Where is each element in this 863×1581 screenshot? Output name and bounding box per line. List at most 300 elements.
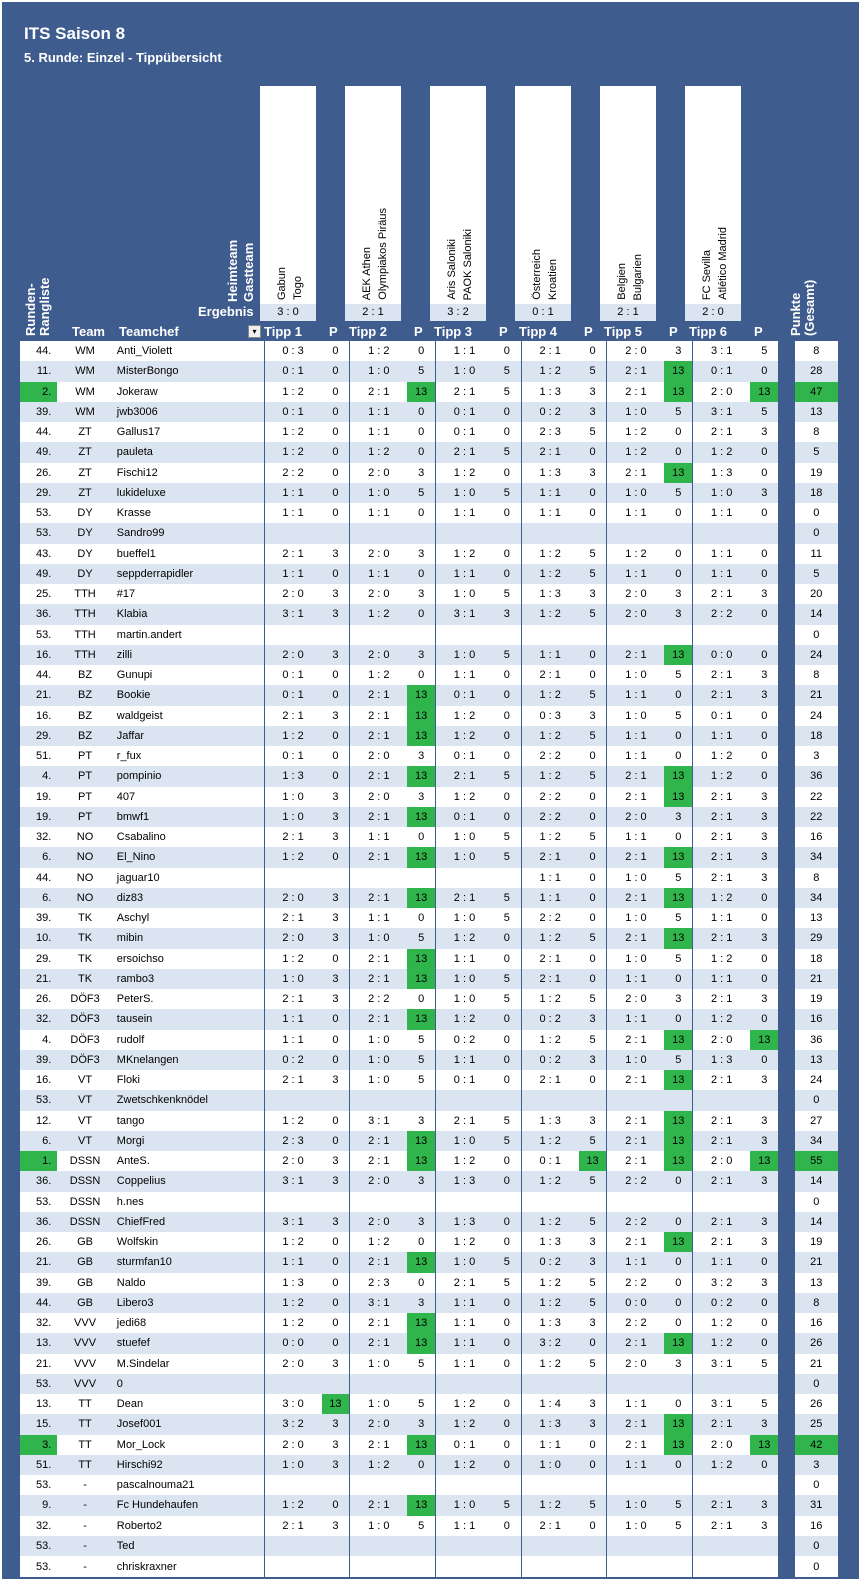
points-cell: 3: [750, 1212, 778, 1232]
teamchef-cell[interactable]: ersoichso: [116, 952, 164, 965]
team-cell: VT: [57, 1090, 112, 1110]
points-cell: 13: [750, 1151, 778, 1171]
tipp-cell: 2 : 0: [693, 1151, 750, 1171]
teamchef-cell[interactable]: M.Sindelar: [116, 1357, 170, 1370]
tipp-cell: 2 : 0: [693, 1435, 750, 1455]
teamchef-cell[interactable]: sturmfan10: [113, 1252, 264, 1272]
points-cell: 0: [761, 1317, 768, 1330]
tipp-cell: 1 : 1: [693, 726, 750, 746]
points-cell: 5: [503, 385, 510, 398]
tipp-cell: 1 : 1: [264, 564, 321, 584]
points-cell: 3: [322, 1414, 350, 1434]
team-cell: BZ: [57, 685, 112, 705]
teamchef-cell[interactable]: Hirschi92: [113, 1455, 264, 1475]
teamchef-cell[interactable]: jwb3006: [113, 402, 264, 422]
tipp-cell: 1 : 1: [350, 503, 407, 523]
tipp-cell: 1 : 1: [436, 1313, 493, 1333]
spacer-cell: [778, 1455, 794, 1475]
tipp-cell: [436, 1536, 493, 1556]
tipp-cell: 2 : 1: [350, 969, 407, 989]
total-points-cell: 22: [795, 807, 839, 827]
table-row: [20, 523, 838, 543]
spacer-cell: [778, 1070, 794, 1090]
points-cell: 0: [675, 1276, 682, 1289]
total-points-cell: 16: [810, 1519, 823, 1532]
points-cell: 0: [589, 912, 596, 925]
points-cell: 5: [589, 1033, 596, 1046]
teamchef-cell[interactable]: Floki: [116, 1074, 141, 1087]
spacer-cell: [778, 746, 794, 766]
teamchef-cell[interactable]: pompinio: [113, 766, 264, 786]
team-cell: DÖF3: [70, 993, 100, 1006]
tipp-cell: 0 : 2: [264, 1050, 321, 1070]
tipp-cell: 3 : 1: [693, 341, 750, 361]
tipp-cell: 1 : 2: [521, 1030, 578, 1050]
tipp-cell: 1 : 3: [693, 1050, 750, 1070]
tipp-cell: 1 : 2: [607, 442, 664, 462]
tipp-cell: 2 : 2: [607, 1212, 664, 1232]
points-cell: [664, 1374, 692, 1394]
tipp-cell: 3 : 1: [693, 1394, 750, 1414]
teamchef-cell[interactable]: Roberto2: [116, 1519, 163, 1532]
tipp-cell: 1 : 2: [521, 544, 578, 564]
teamchef-header[interactable]: Teamchef: [119, 324, 179, 339]
total-points-cell: 26: [810, 1398, 823, 1411]
tipp-cell: 2 : 1: [693, 787, 750, 807]
tipp-cell: 1 : 0: [607, 402, 664, 422]
total-points-cell: 20: [810, 588, 823, 601]
points-cell: 0: [750, 888, 778, 908]
spacer-cell: [778, 1556, 794, 1577]
table-row: [20, 1009, 838, 1029]
tipp-cell: 2 : 1: [264, 827, 321, 847]
match-header-2: [345, 86, 401, 304]
teamchef-cell[interactable]: Csabalino: [116, 831, 166, 844]
rank-cell: 32.: [36, 831, 52, 844]
tipp-cell: 1 : 4: [521, 1394, 578, 1414]
teamchef-cell[interactable]: Fc Hundehaufen: [113, 1495, 264, 1515]
match-result-4: 0 : 1: [515, 304, 571, 321]
points-cell: 5: [493, 645, 521, 665]
points-cell: 0: [332, 669, 339, 682]
tipp-cell: 1 : 0: [436, 908, 493, 928]
points-cell: 5: [675, 952, 682, 965]
total-points-cell: 18: [795, 483, 839, 503]
points-cell: 13: [750, 382, 778, 402]
points-cell: 0: [589, 1438, 596, 1451]
table-row: [20, 1111, 838, 1131]
tipp-cell: 1 : 3: [436, 1212, 493, 1232]
points-cell: [407, 1192, 435, 1212]
teamchef-cell[interactable]: Gallus17: [116, 426, 161, 439]
tipp-cell: 1 : 1: [436, 1293, 493, 1313]
table-row: [20, 847, 838, 867]
points-cell: 13: [664, 1131, 692, 1151]
teamchef-cell[interactable]: AnteS.: [116, 1155, 150, 1168]
rank-cell: 19.: [36, 790, 52, 803]
table-row: [20, 463, 838, 483]
teamchef-cell[interactable]: MisterBongo: [113, 361, 264, 381]
points-cell: 13: [407, 1333, 435, 1353]
tipp-cell: [521, 625, 578, 645]
points-cell: 3: [750, 1171, 778, 1191]
tipp-cell: 1 : 2: [521, 726, 578, 746]
tipp-cell: 1 : 0: [350, 1030, 407, 1050]
tipp-cell: 2 : 3: [350, 1273, 407, 1293]
tipp-cell: 2 : 0: [607, 1354, 664, 1374]
points-cell: 3: [332, 1519, 339, 1532]
tipp-cell: 1 : 0: [607, 1050, 664, 1070]
total-points-cell: 24: [810, 709, 823, 722]
tipp-cell: 1 : 2: [693, 746, 750, 766]
tipp-cell: 2 : 1: [350, 1252, 407, 1272]
points-cell: 0: [322, 1333, 350, 1353]
home-team-name: Aris Saloniki: [446, 239, 458, 300]
points-cell: 0: [675, 1398, 682, 1411]
tipp-cell: 2 : 1: [693, 665, 750, 685]
points-cell: 0: [750, 1050, 778, 1070]
table-row: [20, 1212, 838, 1232]
tipp-header-1: Tipp 1: [264, 324, 303, 339]
points-cell: 5: [493, 1252, 521, 1272]
teamchef-cell[interactable]: Jokeraw: [116, 385, 158, 398]
teamchef-cell[interactable]: Mor_Lock: [116, 1438, 166, 1451]
points-cell: [322, 1374, 350, 1394]
table-row: [20, 1516, 838, 1536]
points-cell: 0: [322, 483, 350, 503]
points-cell: [407, 1374, 435, 1394]
points-cell: 3: [761, 831, 768, 844]
tipp-cell: 0 : 2: [521, 1050, 578, 1070]
rank-cell: 21.: [20, 685, 57, 705]
points-cell: 5: [675, 1519, 682, 1532]
tipp-cell: 0 : 1: [693, 361, 750, 381]
team-cell: GB: [57, 1252, 112, 1272]
tipp-cell: 1 : 2: [521, 564, 578, 584]
points-cell: 13: [579, 1151, 607, 1171]
tipp-cell: 1 : 2: [693, 1009, 750, 1029]
points-cell: 3: [761, 1519, 768, 1532]
points-cell: 0: [589, 871, 596, 884]
total-points-cell: 8: [813, 871, 820, 884]
dropdown-filter-icon[interactable]: ▾: [248, 325, 261, 338]
points-cell: 3: [332, 993, 339, 1006]
tipp-cell: 1 : 0: [436, 1495, 493, 1515]
tipp-cell: 1 : 2: [350, 341, 407, 361]
team-cell: GB: [77, 1276, 93, 1289]
tipp-cell: 3 : 1: [693, 1354, 750, 1374]
points-cell: 5: [589, 1357, 596, 1370]
teamchef-cell[interactable]: Morgi: [113, 1131, 264, 1151]
tipp-cell: 1 : 2: [436, 1414, 493, 1434]
tipp-cell: [350, 523, 407, 543]
teamchef-cell[interactable]: PeterS.: [116, 993, 154, 1006]
spacer-cell: [778, 645, 794, 665]
tipp-cell: 3 : 1: [693, 402, 750, 422]
points-cell: 0: [332, 1236, 339, 1249]
teamchef-cell[interactable]: r_fux: [116, 750, 142, 763]
tipp-cell: 0 : 3: [264, 341, 321, 361]
team-cell: ZT: [78, 426, 92, 439]
teamchef-cell[interactable]: Anti_Violett: [116, 345, 173, 358]
tipp-cell: 1 : 1: [693, 503, 750, 523]
teamchef-cell[interactable]: Aschyl: [116, 912, 150, 925]
tipp-cell: 1 : 1: [607, 1394, 664, 1414]
points-cell: 13: [664, 1435, 692, 1455]
tipp-cell: 1 : 0: [350, 483, 407, 503]
spacer-cell: [778, 402, 794, 422]
spacer-cell: [778, 523, 794, 543]
teamchef-cell[interactable]: mibin: [113, 928, 264, 948]
spacer-cell: [778, 564, 794, 584]
tipp-cell: 2 : 2: [693, 604, 750, 624]
teamchef-cell[interactable]: Fischi12: [116, 466, 158, 479]
points-cell: 3: [589, 588, 596, 601]
teamchef-cell[interactable]: jaguar10: [116, 871, 160, 884]
points-cell: 5: [589, 831, 596, 844]
spacer-cell: [778, 989, 794, 1009]
points-cell: 0: [407, 442, 435, 462]
points-cell: 0: [322, 1009, 350, 1029]
tipp-cell: 1 : 2: [521, 766, 578, 786]
total-points-cell: 5: [795, 442, 839, 462]
points-cell: 5: [589, 547, 596, 560]
teamchef-cell[interactable]: pascalnouma21: [116, 1479, 195, 1492]
teamchef-cell[interactable]: Zwetschkenknödel: [113, 1090, 264, 1110]
teamchef-cell[interactable]: martin.andert: [116, 628, 182, 641]
points-cell: 3: [664, 604, 692, 624]
teamchef-cell[interactable]: Libero3: [113, 1293, 264, 1313]
teamchef-cell[interactable]: El_Nino: [113, 847, 264, 867]
points-cell: [664, 1556, 692, 1577]
teamchef-cell[interactable]: stuefef: [113, 1333, 264, 1353]
teamchef-cell[interactable]: Sandro99: [113, 523, 264, 543]
table-row: [20, 564, 838, 584]
tipp-cell: 0 : 1: [436, 422, 493, 442]
tipp-cell: 1 : 2: [264, 1293, 321, 1313]
tipp-header-4: Tipp 4: [519, 324, 558, 339]
teamchef-cell[interactable]: seppderrapidler: [113, 564, 264, 584]
tipp-cell: 2 : 1: [693, 1414, 750, 1434]
teamchef-cell[interactable]: jedi68: [116, 1317, 147, 1330]
points-cell: 13: [664, 1030, 692, 1050]
table-row: [20, 1090, 838, 1110]
points-cell: [322, 625, 350, 645]
total-points-cell: 42: [795, 1435, 839, 1455]
points-cell: 0: [503, 1398, 510, 1411]
tipp-cell: 1 : 3: [521, 584, 578, 604]
teamchef-cell[interactable]: tango: [116, 1114, 145, 1127]
team-cell: -: [83, 1519, 87, 1532]
teamchef-cell[interactable]: Josef001: [113, 1414, 264, 1434]
points-cell: 0: [750, 1252, 778, 1272]
match-header-6: [685, 86, 741, 304]
points-cell: 0: [664, 726, 692, 746]
team-cell: DSSN: [69, 1155, 101, 1168]
points-cell: 3: [322, 888, 350, 908]
teamchef-cell[interactable]: h.nes: [116, 1195, 144, 1208]
team-cell: WM: [75, 345, 95, 358]
tipp-cell: 2 : 0: [350, 1414, 407, 1434]
teamchef-cell[interactable]: Bookie: [113, 685, 264, 705]
teamchef-cell[interactable]: pauleta: [113, 442, 264, 462]
tipp-cell: [350, 1475, 407, 1495]
teamchef-cell[interactable]: Naldo: [116, 1276, 146, 1289]
tipp-cell: 2 : 1: [264, 1516, 321, 1536]
tipp-cell: 0 : 1: [436, 746, 493, 766]
team-cell: WM: [75, 385, 95, 398]
tipp-cell: 1 : 2: [521, 1293, 578, 1313]
tipp-cell: 1 : 2: [693, 949, 750, 969]
tipp-cell: 1 : 2: [436, 1455, 493, 1475]
tipp-cell: 1 : 2: [521, 1495, 578, 1515]
points-cell: 3: [579, 1050, 607, 1070]
points-cell: 0: [589, 790, 596, 803]
teamchef-cell[interactable]: 407: [116, 790, 136, 803]
teamchef-cell[interactable]: chriskraxner: [116, 1560, 177, 1573]
table-row: [20, 928, 838, 948]
spacer-cell: [778, 1475, 794, 1495]
teamchef-cell[interactable]: diz83: [113, 888, 264, 908]
tipp-cell: 0 : 2: [521, 402, 578, 422]
teamchef-cell[interactable]: lukideluxe: [113, 483, 264, 503]
points-cell: 0: [503, 1317, 510, 1330]
points-cell: 13: [664, 928, 692, 948]
points-cell: 5: [503, 588, 510, 601]
tipp-cell: 1 : 1: [607, 1009, 664, 1029]
teamchef-cell[interactable]: MKnelangen: [113, 1050, 264, 1070]
tipp-cell: 2 : 1: [693, 1516, 750, 1536]
tipp-cell: 3 : 2: [264, 1414, 321, 1434]
tipp-cell: 1 : 2: [264, 726, 321, 746]
teamchef-cell[interactable]: ChiefFred: [113, 1212, 264, 1232]
tipp-cell: 2 : 1: [607, 382, 664, 402]
points-cell: 0: [322, 442, 350, 462]
tipp-cell: 1 : 2: [436, 1232, 493, 1252]
table-row: [20, 382, 838, 402]
teamchef-cell[interactable]: Coppelius: [113, 1171, 264, 1191]
tipp-cell: 2 : 1: [607, 787, 664, 807]
team-cell: TT: [78, 1438, 92, 1451]
total-points-cell: 21: [795, 1252, 839, 1272]
points-cell: 3: [675, 345, 682, 358]
total-points-cell: 0: [795, 523, 839, 543]
team-cell: WM: [57, 402, 112, 422]
points-cell: 0: [418, 507, 425, 520]
total-points-cell: 28: [795, 361, 839, 381]
tipp-cell: 1 : 0: [607, 665, 664, 685]
teamchef-cell[interactable]: Krasse: [116, 507, 152, 520]
teamchef-cell[interactable]: bmwf1: [113, 807, 264, 827]
rank-cell: 16.: [36, 709, 52, 722]
teamchef-cell[interactable]: zilli: [113, 645, 264, 665]
points-cell: 3: [761, 993, 768, 1006]
points-cell: 0: [664, 1293, 692, 1313]
tipp-cell: 2 : 1: [350, 766, 407, 786]
tipp-cell: 1 : 2: [521, 1212, 578, 1232]
team-cell: TK: [57, 969, 112, 989]
spacer-cell: [778, 1252, 794, 1272]
points-cell: 0: [503, 952, 510, 965]
teamchef-cell[interactable]: Ted: [113, 1536, 264, 1556]
tipp-cell: 3 : 0: [264, 1394, 321, 1414]
total-points-cell: 24: [795, 645, 839, 665]
teamchef-cell[interactable]: #17: [116, 588, 136, 601]
points-cell: 0: [761, 547, 768, 560]
points-cell: 3: [750, 483, 778, 503]
teamchef-cell[interactable]: Jaffar: [113, 726, 264, 746]
table-row: [20, 1374, 838, 1394]
total-points-cell: 34: [795, 888, 839, 908]
teamchef-cell[interactable]: Gunupi: [116, 669, 153, 682]
spacer-cell: [778, 665, 794, 685]
points-cell: [750, 625, 778, 645]
points-cell: [579, 523, 607, 543]
rank-cell: 29.: [36, 952, 52, 965]
points-cell: 0: [407, 564, 435, 584]
points-cell: [493, 523, 521, 543]
match-header-5: [600, 86, 656, 304]
teamchef-cell[interactable]: tausein: [113, 1009, 264, 1029]
team-cell: DY: [77, 507, 93, 520]
points-cell: 0: [493, 1009, 521, 1029]
tipp-cell: 2 : 1: [264, 1070, 321, 1090]
teamchef-cell[interactable]: 0: [113, 1374, 264, 1394]
team-cell: VVV: [57, 1374, 112, 1394]
tipp-cell: 0 : 1: [264, 685, 321, 705]
points-cell: 0: [664, 1252, 692, 1272]
table-row: [20, 1151, 838, 1171]
total-points-cell: 0: [795, 1090, 839, 1110]
teamchef-cell[interactable]: Dean: [116, 1398, 144, 1411]
teamchef-cell[interactable]: rambo3: [113, 969, 264, 989]
tipp-cell: 2 : 0: [607, 807, 664, 827]
points-cell: 0: [332, 1033, 339, 1046]
points-cell: 3: [750, 1495, 778, 1515]
teamchef-cell[interactable]: Klabia: [113, 604, 264, 624]
tipp-cell: [521, 1536, 578, 1556]
tipp-cell: 1 : 1: [436, 1050, 493, 1070]
table-row: [20, 1414, 838, 1434]
points-cell: 13: [407, 1435, 435, 1455]
total-points-cell: 8: [813, 669, 820, 682]
tipp-header-2: Tipp 2: [349, 324, 388, 339]
tipp-cell: 2 : 2: [607, 1273, 664, 1293]
home-team-name: FC Sevilla: [701, 249, 713, 300]
points-cell: [750, 1556, 778, 1577]
teamchef-cell[interactable]: bueffel1: [116, 547, 156, 560]
points-cell: 3: [418, 750, 425, 763]
teamchef-cell[interactable]: waldgeist: [116, 709, 163, 722]
team-cell: DSSN: [69, 1195, 101, 1208]
teamchef-cell[interactable]: rudolf: [116, 1033, 145, 1046]
points-cell: 0: [503, 547, 510, 560]
tipp-cell: 2 : 1: [693, 685, 750, 705]
tipp-cell: 3 : 1: [350, 1293, 407, 1313]
points-cell: 0: [664, 1455, 692, 1475]
gastteam-label: Gastteam: [241, 242, 256, 302]
points-cell: 5: [761, 1398, 768, 1411]
home-team-name: AEK Athen: [361, 246, 373, 300]
points-cell: [493, 1536, 521, 1556]
tipp-cell: 1 : 2: [521, 928, 578, 948]
points-cell: 0: [332, 1114, 339, 1127]
rank-cell: 12.: [36, 1114, 52, 1127]
points-cell: 5: [761, 345, 768, 358]
points-header-3: P: [499, 324, 508, 339]
spacer-cell: [778, 442, 794, 462]
teamchef-cell[interactable]: Wolfskin: [116, 1236, 159, 1249]
